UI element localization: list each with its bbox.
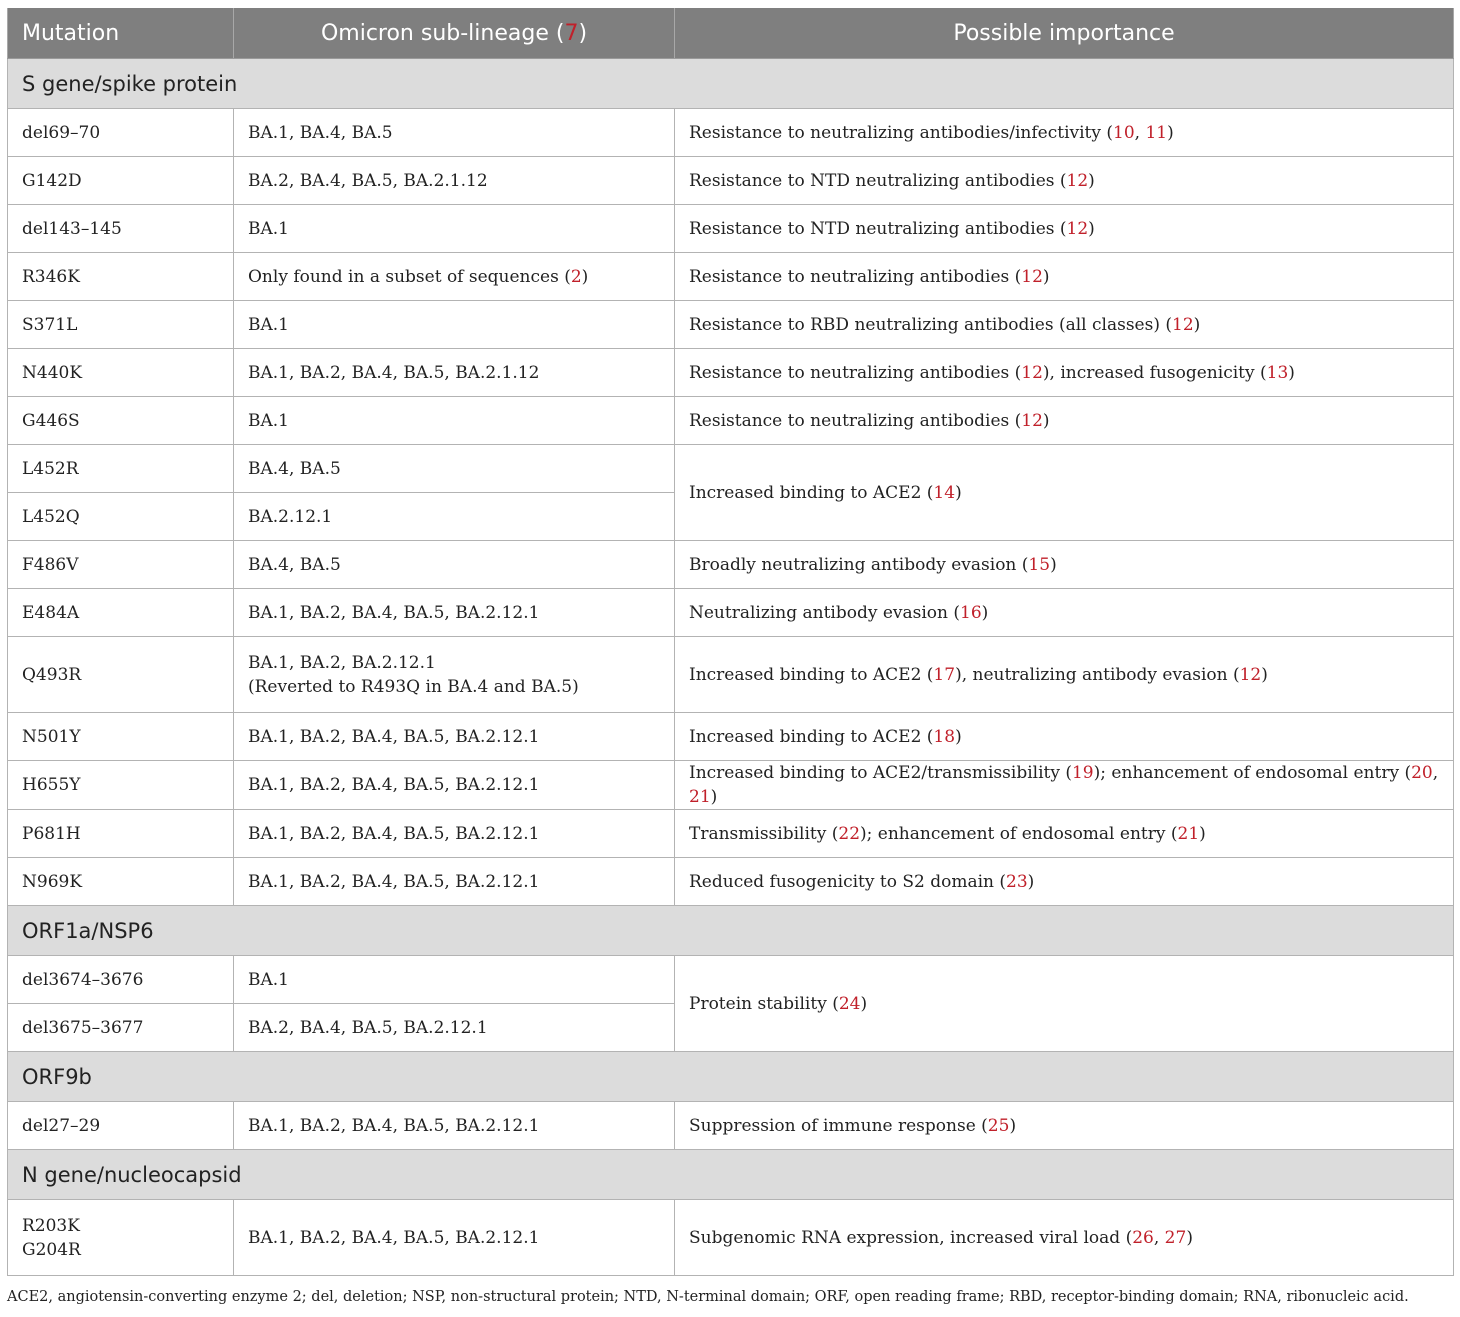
lineage-cell: BA.1, BA.2, BA.4, BA.5, BA.2.12.1: [234, 589, 675, 637]
mutation-cell: E484A: [8, 589, 234, 637]
mutation-cell: [8, 1200, 234, 1276]
importance-cell: [675, 445, 1454, 541]
lineage-cell: BA.1, BA.2, BA.4, BA.5, BA.2.12.1: [234, 1200, 675, 1276]
citation-link[interactable]: 25: [987, 1115, 1010, 1136]
citation-link[interactable]: 23: [1006, 871, 1028, 892]
cell-text: Protein stability (: [689, 993, 839, 1014]
importance-cell: [675, 1102, 1454, 1150]
lineage-cell: BA.1: [234, 301, 675, 349]
table-row: [8, 205, 1454, 253]
cell-text: ): [1167, 122, 1174, 143]
table-row: [8, 810, 1454, 858]
mutation-table-container: [7, 8, 1453, 1276]
cell-text: ); enhancement of endosomal entry (: [1093, 763, 1412, 783]
mutation-cell: H655Y: [8, 761, 234, 810]
mutation-cell: L452R: [8, 445, 234, 493]
cell-text: Resistance to neutralizing antibodies (: [689, 362, 1022, 383]
cell-text: Increased binding to ACE2/transmissibility (: [689, 763, 1072, 783]
mutation-cell: G142D: [8, 157, 234, 205]
section-row-n-gene: [8, 1150, 1454, 1200]
table-row: [8, 445, 1454, 493]
lineage-cell: BA.1, BA.2, BA.4, BA.5, BA.2.12.1: [234, 858, 675, 906]
citation-link[interactable]: 13: [1266, 362, 1289, 383]
cell-text: Broadly neutralizing antibody evasion (: [689, 554, 1029, 575]
citation-link[interactable]: 16: [960, 602, 982, 623]
cell-text: ): [1261, 664, 1268, 685]
cell-text: ): [955, 726, 962, 747]
cell-text: Neutralizing antibody evasion (: [689, 602, 961, 623]
citation-link[interactable]: 12: [1021, 266, 1043, 287]
citation-link[interactable]: 10: [1113, 122, 1135, 143]
cell-text: Increased binding to ACE2 (: [689, 664, 934, 685]
table-row: [8, 713, 1454, 761]
lineage-line: (Reverted to R493Q in BA.4 and BA.5): [248, 676, 579, 697]
mutation-cell: N440K: [8, 349, 234, 397]
citation-link[interactable]: 12: [1066, 170, 1089, 191]
table-row: [8, 109, 1454, 157]
header-sub-lineage: [234, 8, 675, 59]
header-mutation: Mutation: [8, 8, 234, 59]
table-row: [8, 956, 1454, 1004]
importance-cell: [675, 397, 1454, 445]
table-row: [8, 637, 1454, 713]
lineage-cell: BA.1, BA.2, BA.4, BA.5, BA.2.12.1: [234, 713, 675, 761]
mutation-cell: L452Q: [8, 493, 234, 541]
citation-link[interactable]: 12: [1021, 362, 1043, 383]
section-label: ORF1a/NSP6: [8, 906, 1454, 956]
citation-link[interactable]: 22: [838, 823, 861, 844]
section-row-nsp6: [8, 906, 1454, 956]
section-row-spike: [8, 59, 1454, 109]
cell-text: Resistance to neutralizing antibodies (: [689, 266, 1022, 287]
citation-link[interactable]: 15: [1028, 554, 1051, 575]
cell-text: ): [1042, 266, 1050, 287]
table-header-row: [8, 8, 1454, 59]
importance-cell: [675, 589, 1454, 637]
header-sub-lineage-text: Omicron sub-lineage (: [320, 20, 565, 46]
importance-cell: [675, 157, 1454, 205]
cell-text: ): [1027, 871, 1035, 892]
mutation-cell: del27–29: [8, 1102, 234, 1150]
lineage-cell: BA.1, BA.2, BA.4, BA.5, BA.2.12.1: [234, 1102, 675, 1150]
citation-link[interactable]: 21: [1177, 823, 1200, 844]
cell-text: ), increased fusogenicity (: [1042, 362, 1267, 383]
citation-link[interactable]: 12: [1021, 410, 1043, 431]
cell-text: Reduced fusogenicity to S2 domain (: [689, 871, 1007, 892]
cell-text: ): [581, 266, 589, 287]
citation-link[interactable]: 19: [1071, 763, 1094, 783]
cell-text: ): [1009, 1115, 1017, 1136]
cell-text: ,: [1153, 1227, 1165, 1248]
lineage-cell: BA.2, BA.4, BA.5, BA.2.12.1: [234, 1004, 675, 1052]
cell-text: Transmissibility (: [689, 823, 839, 844]
citation-link[interactable]: 14: [933, 482, 956, 503]
citation-link[interactable]: 21: [689, 787, 711, 807]
cell-text: ); enhancement of endosomal entry (: [860, 823, 1178, 844]
mutation-table: [7, 8, 1454, 1276]
cell-text: ): [1042, 410, 1050, 431]
mutation-cell: F486V: [8, 541, 234, 589]
importance-cell: [675, 205, 1454, 253]
mutation-cell: R346K: [8, 253, 234, 301]
citation-link[interactable]: 18: [933, 726, 956, 747]
lineage-cell: [234, 253, 675, 301]
lineage-cell: BA.1, BA.4, BA.5: [234, 109, 675, 157]
mutation-cell: S371L: [8, 301, 234, 349]
cell-text: Resistance to NTD neutralizing antibodies (: [689, 170, 1067, 191]
importance-cell: [675, 761, 1454, 810]
cell-text: Increased binding to ACE2 (: [689, 482, 934, 503]
header-sub-lineage-close: ): [578, 20, 588, 46]
citation-link[interactable]: 12: [1239, 664, 1262, 685]
cell-text: Suppression of immune response (: [689, 1115, 988, 1136]
cell-text: ,: [1134, 122, 1146, 143]
citation-link[interactable]: 11: [1145, 122, 1168, 143]
header-citation-link[interactable]: 7: [564, 20, 579, 46]
mutation-cell: del143–145: [8, 205, 234, 253]
mutation-cell: N969K: [8, 858, 234, 906]
citation-link[interactable]: 12: [1066, 218, 1089, 239]
cell-text: Increased binding to ACE2 (: [689, 726, 934, 747]
lineage-cell: BA.1: [234, 956, 675, 1004]
importance-cell: [675, 713, 1454, 761]
citation-link[interactable]: 20: [1411, 763, 1433, 783]
citation-link[interactable]: 12: [1172, 314, 1194, 335]
cell-text: ): [955, 482, 962, 503]
cell-text: ): [981, 602, 989, 623]
cell-text: ): [1193, 314, 1201, 335]
cell-text: ,: [1432, 763, 1439, 783]
importance-cell: [675, 253, 1454, 301]
cell-text: Resistance to neutralizing antibodies (: [689, 410, 1022, 431]
mutation-line: G204R: [22, 1239, 81, 1260]
citation-link[interactable]: 26: [1132, 1227, 1154, 1248]
table-row: [8, 1200, 1454, 1276]
table-row: [8, 858, 1454, 906]
table-row: [8, 397, 1454, 445]
importance-cell: [675, 637, 1454, 713]
cell-text: Resistance to neutralizing antibodies/infectivity (: [689, 122, 1114, 143]
importance-cell: [675, 810, 1454, 858]
lineage-cell: BA.4, BA.5: [234, 541, 675, 589]
mutation-cell: N501Y: [8, 713, 234, 761]
cell-text: ): [860, 993, 868, 1014]
importance-cell: [675, 858, 1454, 906]
lineage-cell: BA.1: [234, 205, 675, 253]
lineage-cell: BA.2, BA.4, BA.5, BA.2.1.12: [234, 157, 675, 205]
lineage-cell: BA.1: [234, 397, 675, 445]
cell-text: ): [1088, 170, 1095, 191]
lineage-cell: BA.1, BA.2, BA.4, BA.5, BA.2.12.1: [234, 810, 675, 858]
importance-cell: [675, 301, 1454, 349]
cell-text: Subgenomic RNA expression, increased viral load (: [689, 1227, 1133, 1248]
header-importance: Possible importance: [675, 8, 1454, 59]
lineage-cell: [234, 637, 675, 713]
cell-text: ): [710, 787, 718, 807]
section-label: ORF9b: [8, 1052, 1454, 1102]
table-row: [8, 1102, 1454, 1150]
cell-text: ), neutralizing antibody evasion (: [955, 664, 1240, 685]
citation-link[interactable]: 17: [933, 664, 956, 685]
citation-link[interactable]: 24: [838, 993, 861, 1014]
importance-cell: [675, 541, 1454, 589]
mutation-cell: Q493R: [8, 637, 234, 713]
lineage-cell: BA.1, BA.2, BA.4, BA.5, BA.2.1.12: [234, 349, 675, 397]
importance-cell: [675, 109, 1454, 157]
lineage-line: BA.1, BA.2, BA.2.12.1: [248, 652, 436, 673]
cell-text: ): [1088, 218, 1095, 239]
mutation-line: R203K: [22, 1215, 80, 1236]
cell-text: Resistance to NTD neutralizing antibodies (: [689, 218, 1067, 239]
cell-text: ): [1050, 554, 1057, 575]
cell-text: Resistance to RBD neutralizing antibodies (all classes) (: [689, 314, 1173, 335]
table-row: [8, 541, 1454, 589]
table-row: [8, 253, 1454, 301]
section-label: S gene/spike protein: [8, 59, 1454, 109]
mutation-cell: del3675–3677: [8, 1004, 234, 1052]
table-row: [8, 301, 1454, 349]
citation-link[interactable]: 2: [570, 266, 582, 287]
citation-link[interactable]: 27: [1164, 1227, 1187, 1248]
section-label: N gene/nucleocapsid: [8, 1150, 1454, 1200]
cell-text: ): [1186, 1227, 1193, 1248]
lineage-cell: BA.4, BA.5: [234, 445, 675, 493]
importance-cell: [675, 1200, 1454, 1276]
table-row: [8, 157, 1454, 205]
lineage-cell: BA.2.12.1: [234, 493, 675, 541]
importance-cell: [675, 349, 1454, 397]
mutation-cell: del69–70: [8, 109, 234, 157]
table-footnote: ACE2, angiotensin-converting enzyme 2; del, deletion; NSP, non-structural protein; NTD, N-terminal domain; ORF, open reading frame; RBD, receptor-binding domain; RNA, ribonucleic acid.: [7, 1289, 1409, 1305]
table-row: [8, 349, 1454, 397]
table-row: [8, 761, 1454, 810]
mutation-cell: G446S: [8, 397, 234, 445]
lineage-cell: BA.1, BA.2, BA.4, BA.5, BA.2.12.1: [234, 761, 675, 810]
section-row-orf9b: [8, 1052, 1454, 1102]
mutation-cell: P681H: [8, 810, 234, 858]
cell-text: ): [1288, 362, 1295, 383]
importance-cell: [675, 956, 1454, 1052]
table-row: [8, 589, 1454, 637]
cell-text: Only found in a subset of sequences (: [248, 266, 571, 287]
mutation-cell: del3674–3676: [8, 956, 234, 1004]
cell-text: ): [1199, 823, 1206, 844]
